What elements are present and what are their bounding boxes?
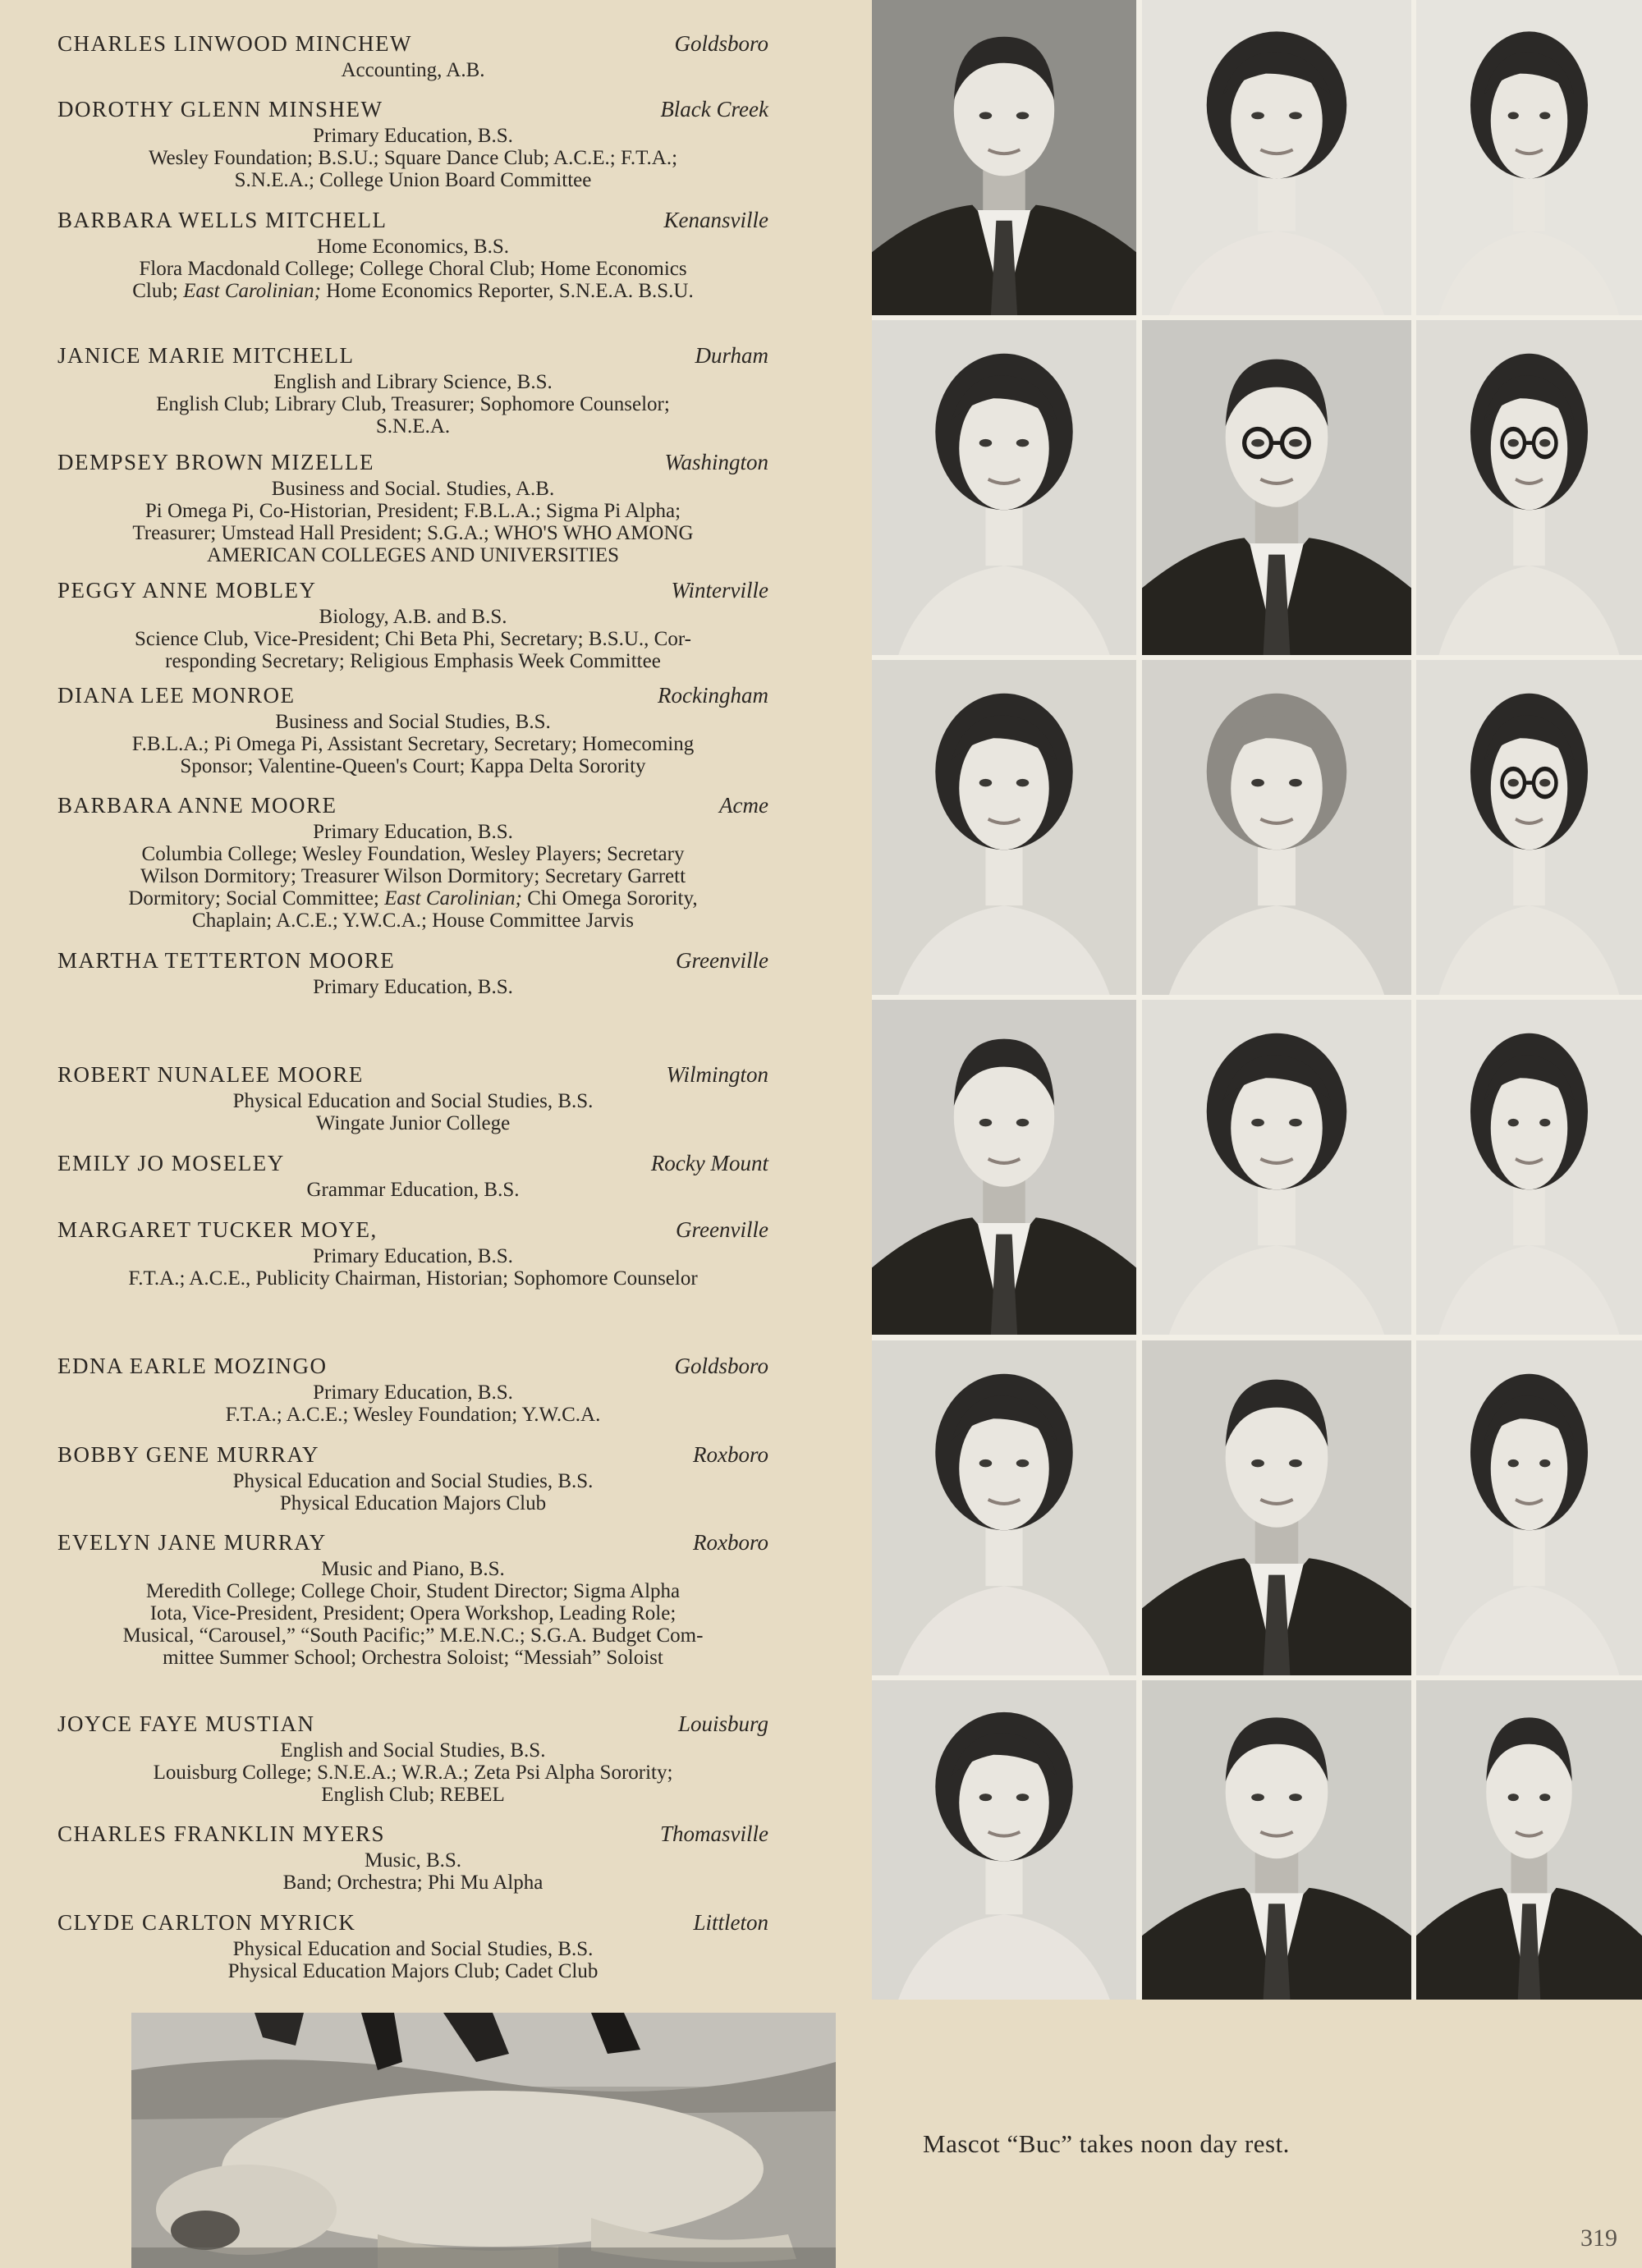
activities-text: Dormitory; Social Committee;: [128, 887, 385, 909]
degree: Primary Education, B.S.: [313, 1245, 513, 1267]
entry: [57, 1061, 768, 1134]
portrait-photo: [1416, 1000, 1642, 1335]
hometown: Littleton: [693, 1910, 768, 1935]
activities-line: Wesley Foundation; B.S.U.; Square Dance Club; A.C.E.; F.T.A.;: [148, 147, 678, 169]
activities-line: F.T.A.; A.C.E., Publicity Chairman, Historian; Sophomore Counselor: [128, 1267, 698, 1290]
activities-line: Meredith College; College Choir, Student Director; Sigma Alpha: [145, 1580, 681, 1602]
hometown: Thomasville: [660, 1821, 768, 1846]
entry: [57, 576, 768, 672]
portrait-photo: [872, 1680, 1136, 2000]
hometown: Greenville: [676, 948, 768, 973]
activities-line: Treasurer; Umstead Hall President; S.G.A.; WHO'S WHO AMONG: [132, 522, 694, 544]
degree: Home Economics, B.S.: [316, 236, 509, 258]
student-name: EMILY JO MOSELEY: [57, 1151, 285, 1175]
activities-line: Iota, Vice-President, President; Opera Workshop, Leading Role;: [149, 1602, 677, 1624]
activities-line: S.N.E.A.: [375, 415, 451, 438]
entry: [57, 1820, 768, 1894]
activities-line: Chaplain; A.C.E.; Y.W.C.A.; House Committee Jarvis: [192, 909, 634, 932]
activities-text: Home Economics Reporter, S.N.E.A. B.S.U.: [320, 280, 694, 302]
entry: [57, 1528, 768, 1669]
portrait-photo: [872, 320, 1136, 655]
activities-line: Wilson Dormitory; Treasurer Wilson Dormitory; Secretary Garrett: [140, 865, 686, 887]
portrait-photo: [1142, 1000, 1411, 1335]
hometown: Goldsboro: [674, 1354, 768, 1378]
portrait-photo: [1416, 660, 1642, 995]
student-name: DOROTHY GLENN MINSHEW: [57, 97, 383, 121]
activities-line: Columbia College; Wesley Foundation, Wesley Players; Secretary: [141, 843, 685, 865]
entry: [57, 681, 768, 777]
entry: [57, 1441, 768, 1514]
portrait-photo: [872, 1000, 1136, 1335]
activities-line: Sponsor; Valentine-Queen's Court; Kappa Delta Sorority: [180, 755, 646, 777]
degree: Primary Education, B.S.: [313, 821, 513, 843]
activities-text: Club;: [132, 280, 184, 302]
entry: [57, 30, 768, 81]
hometown: Kenansville: [663, 208, 768, 232]
hometown: Rockingham: [658, 683, 768, 708]
portrait-photo: [872, 660, 1136, 995]
activities-line: [57, 887, 768, 909]
portrait-photo: [1142, 1680, 1411, 2000]
activities-line: mittee Summer School; Orchestra Soloist; “Messiah” Soloist: [163, 1647, 663, 1669]
entry: [57, 1216, 768, 1290]
portrait-photo: [1416, 320, 1642, 655]
entry: [57, 1908, 768, 1982]
activities-line: Flora Macdonald College; College Choral Club; Home Economics: [139, 258, 687, 280]
mascot-photo: [131, 2013, 836, 2268]
degree: Physical Education and Social Studies, B.S.: [232, 1090, 594, 1112]
entry: [57, 946, 768, 998]
activities-line: English Club; REBEL: [321, 1784, 505, 1806]
portrait-grid: [872, 0, 1642, 2000]
entry: [57, 95, 768, 191]
portrait-photo: [1142, 0, 1411, 315]
activities-line: Science Club, Vice-President; Chi Beta Phi, Secretary; B.S.U., Cor-: [135, 628, 691, 650]
hometown: Washington: [664, 450, 768, 474]
degree: English and Library Science, B.S.: [273, 371, 553, 393]
club-line: Physical Education Majors Club; Cadet Club: [227, 1960, 599, 1982]
degree: Grammar Education, B.S.: [306, 1179, 520, 1201]
activities-line: [57, 280, 768, 302]
hometown: Durham: [695, 343, 768, 368]
degree: English and Social Studies, B.S.: [280, 1739, 546, 1762]
portrait-photo: [1416, 1340, 1642, 1675]
student-name: MARGARET TUCKER MOYE,: [57, 1217, 378, 1242]
degree: Business and Social. Studies, A.B.: [271, 478, 555, 500]
activities-line: F.B.L.A.; Pi Omega Pi, Assistant Secretary, Secretary; Homecoming: [131, 733, 695, 755]
hometown: Louisburg: [677, 1711, 768, 1736]
student-name: PEGGY ANNE MOBLEY: [57, 578, 317, 603]
degree: Music, B.S.: [364, 1849, 462, 1872]
portrait-photo: [1416, 1680, 1642, 2000]
hometown: Winterville: [671, 578, 768, 603]
student-name: BOBBY GENE MURRAY: [57, 1442, 320, 1467]
hometown: Black Creek: [660, 97, 768, 121]
portrait-photo: [1142, 1340, 1411, 1675]
page-number: 319: [1580, 2224, 1617, 2252]
student-name: EDNA EARLE MOZINGO: [57, 1354, 328, 1378]
activities-text: Chi Omega Sorority,: [521, 887, 698, 909]
hometown: Greenville: [676, 1217, 768, 1242]
activities-line: AMERICAN COLLEGES AND UNIVERSITIES: [206, 544, 620, 566]
club-line: Band; Orchestra; Phi Mu Alpha: [282, 1872, 544, 1894]
student-name: JANICE MARIE MITCHELL: [57, 343, 355, 368]
student-name: JOYCE FAYE MUSTIAN: [57, 1711, 315, 1736]
entry: [57, 448, 768, 566]
portrait-photo: [1142, 320, 1411, 655]
student-name: ROBERT NUNALEE MOORE: [57, 1062, 364, 1087]
student-name: BARBARA WELLS MITCHELL: [57, 208, 388, 232]
hometown: Goldsboro: [674, 31, 768, 56]
student-name: BARBARA ANNE MOORE: [57, 793, 337, 818]
degree: Primary Education, B.S.: [313, 1381, 513, 1404]
hometown: Roxboro: [693, 1442, 768, 1467]
degree: Physical Education and Social Studies, B.S.: [232, 1470, 594, 1492]
degree: Business and Social Studies, B.S.: [275, 711, 551, 733]
hometown: Rocky Mount: [650, 1151, 768, 1175]
student-name: CHARLES FRANKLIN MYERS: [57, 1821, 386, 1846]
activities-line: Pi Omega Pi, Co-Historian, President; F.B.L.A.; Sigma Pi Alpha;: [144, 500, 681, 522]
portrait-photo: [1416, 0, 1642, 315]
entry: [57, 1149, 768, 1201]
hometown: Acme: [719, 793, 768, 818]
degree: Music and Piano, B.S.: [321, 1558, 505, 1580]
entry: [57, 1710, 768, 1806]
student-name: CHARLES LINWOOD MINCHEW: [57, 31, 412, 56]
portrait-photo: [1142, 660, 1411, 995]
student-name: DEMPSEY BROWN MIZELLE: [57, 450, 374, 474]
hometown: Roxboro: [693, 1530, 768, 1555]
portrait-photo: [872, 1340, 1136, 1675]
portrait-photo: [872, 0, 1136, 315]
degree: Biology, A.B. and B.S.: [319, 606, 507, 628]
activities-line: S.N.E.A.; College Union Board Committee: [234, 169, 592, 191]
photo-caption: Mascot “Buc” takes noon day rest.: [923, 2129, 1290, 2158]
hometown: Wilmington: [666, 1062, 768, 1087]
student-name: EVELYN JANE MURRAY: [57, 1530, 327, 1555]
entry: [57, 341, 768, 438]
prior-college: Wingate Junior College: [315, 1112, 511, 1134]
publication-title: East Carolinian;: [384, 887, 522, 909]
degree: Primary Education, B.S.: [313, 125, 513, 147]
activities-line: Musical, “Carousel,” “South Pacific;” M.E.N.C.; S.G.A. Budget Com-: [122, 1624, 704, 1647]
entry: [57, 1352, 768, 1426]
club-line: Physical Education Majors Club: [279, 1492, 547, 1514]
student-name: DIANA LEE MONROE: [57, 683, 296, 708]
degree: Physical Education and Social Studies, B.S.: [232, 1938, 594, 1960]
entry: [57, 206, 768, 302]
student-name: CLYDE CARLTON MYRICK: [57, 1910, 356, 1935]
degree: Accounting, A.B.: [341, 59, 485, 81]
student-name: MARTHA TETTERTON MOORE: [57, 948, 396, 973]
degree: Primary Education, B.S.: [313, 976, 513, 998]
entry: [57, 791, 768, 932]
activities-line: F.T.A.; A.C.E.; Wesley Foundation; Y.W.C.A.: [225, 1404, 601, 1426]
activities-line: Louisburg College; S.N.E.A.; W.R.A.; Zeta Psi Alpha Sorority;: [153, 1762, 673, 1784]
publication-title: East Carolinian;: [183, 280, 321, 302]
activities-line: English Club; Library Club, Treasurer; Sophomore Counselor;: [156, 393, 670, 415]
activities-line: responding Secretary; Religious Emphasis Week Committee: [165, 650, 661, 672]
